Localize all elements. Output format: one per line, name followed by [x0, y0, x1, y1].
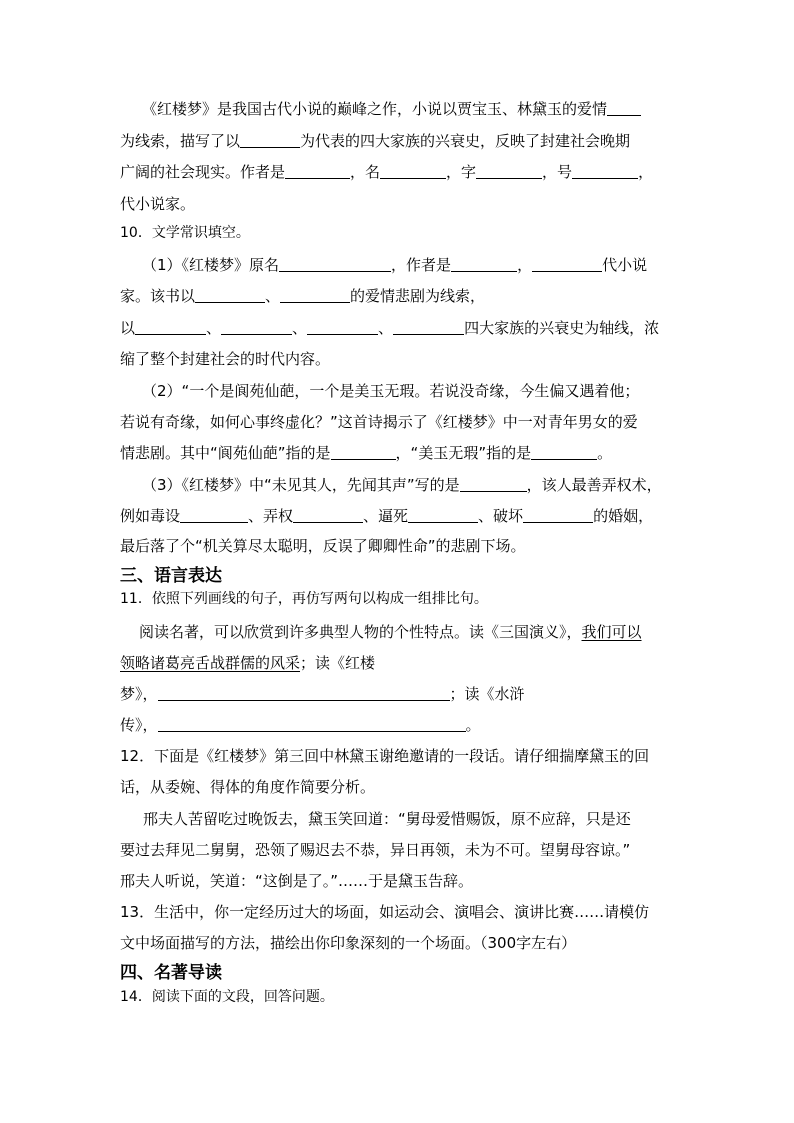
question-13-line-1: 13．生活中，你一定经历过大的场面，如运动会、演唱会、演讲比赛……请模仿 — [120, 903, 650, 921]
q10-line-6: 若说有奇缘，如何心事终虚化？”这首诗揭示了《红楼梦》中一对青年男女的爱 — [120, 413, 638, 431]
q10-text: （3）《红楼梦》中“未见其人，先闻其声”写的是 — [142, 476, 460, 494]
q11-underlined-text: 我们可以 — [581, 623, 642, 641]
q10-text: 、 — [292, 319, 308, 337]
intro-text: 《红楼梦》是我国古代小说的巅峰之作，小说以贾宝玉、林黛玉的爱情 — [142, 100, 608, 118]
q11-line-1 — [139, 621, 642, 643]
answer-blank[interactable] — [180, 506, 248, 523]
answer-blank[interactable] — [460, 475, 527, 492]
intro-text: 广阔的社会现实。作者是 — [120, 163, 286, 181]
answer-blank[interactable] — [158, 684, 450, 701]
intro-line-2 — [120, 130, 630, 152]
q11-line-3 — [120, 683, 525, 705]
q11-text: ；读《红楼 — [300, 654, 376, 672]
answer-blank[interactable] — [380, 162, 446, 179]
q10-text: ， — [517, 256, 533, 274]
answer-blank[interactable] — [532, 255, 602, 272]
answer-blank[interactable] — [285, 162, 350, 179]
q10-line-8 — [142, 474, 662, 496]
answer-blank[interactable] — [307, 318, 378, 335]
question-12-title-1: 12．下面是《红楼梦》第三回中林黛玉谢绝邀请的一段话。请仔细揣摩黛玉的回 — [120, 747, 650, 765]
q11-text: 阅读名著，可以欣赏到许多典型人物的个性特点。读《三国演义》， — [139, 623, 582, 641]
intro-text: ， — [638, 163, 654, 181]
q10-text: 的婚姻， — [593, 507, 654, 525]
answer-blank[interactable] — [607, 99, 641, 116]
q11-line-2 — [120, 652, 375, 674]
answer-blank[interactable] — [572, 162, 638, 179]
answer-blank[interactable] — [531, 443, 597, 460]
section-3-heading: 三、语言表达 — [120, 566, 222, 586]
answer-blank[interactable] — [393, 318, 464, 335]
q10-text: 家。该书以 — [120, 287, 196, 305]
question-13-line-2: 文中场面描写的方法，描绘出你印象深刻的一个场面。（300字左右） — [120, 934, 577, 952]
q10-text: 、 — [265, 287, 281, 305]
question-10-title: 10．文学常识填空。 — [120, 225, 250, 241]
q10-text: 、 — [206, 319, 222, 337]
q10-line-5: （2）“一个是阆苑仙葩，一个是美玉无瑕。若说没奇缘，今生偏又遇着他； — [142, 382, 640, 400]
q12-passage-1: 邢夫人苦留吃过晚饭去，黛玉笑回道：“舅母爱惜赐饭，原不应辞，只是还 — [143, 810, 631, 828]
intro-text: ，名 — [350, 163, 381, 181]
q10-text: 情悲剧。其中“阆苑仙葩”指的是 — [120, 444, 331, 462]
answer-blank[interactable] — [451, 255, 517, 272]
intro-text: ，号 — [542, 163, 573, 181]
intro-text: ，字 — [446, 163, 477, 181]
question-14-title: 14．阅读下面的文段，回答问题。 — [120, 989, 334, 1005]
q10-text: 以 — [120, 319, 136, 337]
answer-blank[interactable] — [293, 506, 363, 523]
q10-text: ，“美玉无瑕”指的是 — [395, 444, 532, 462]
q10-text: 。 — [597, 444, 613, 462]
q10-line-4: 缩了整个封建社会的时代内容。 — [120, 350, 331, 368]
intro-line-1 — [142, 98, 641, 120]
q11-underlined-text: 领略诸葛亮舌战群儒的风采 — [120, 654, 301, 672]
q10-text: （1）《红楼梦》原名 — [142, 256, 280, 274]
answer-blank[interactable] — [221, 318, 292, 335]
answer-blank[interactable] — [476, 162, 542, 179]
q10-line-10: 最后落了个“机关算尽太聪明，反误了卿卿性命”的悲剧下场。 — [120, 537, 526, 555]
q10-text: 、逼死 — [363, 507, 409, 525]
intro-line-3 — [120, 161, 653, 183]
intro-text: 为代表的四大家族的兴衰史，反映了封建社会晚期 — [300, 132, 631, 150]
q10-line-7 — [120, 442, 612, 464]
answer-blank[interactable] — [195, 286, 265, 303]
q10-line-3 — [120, 317, 659, 339]
intro-line-4: 代小说家。 — [120, 195, 196, 213]
q10-line-9 — [120, 505, 653, 527]
answer-blank[interactable] — [331, 443, 396, 460]
q11-text: 传》， — [120, 716, 158, 734]
q11-line-4 — [120, 714, 481, 736]
q10-text: 代小说 — [602, 256, 648, 274]
q11-text: 梦》， — [120, 685, 158, 703]
answer-blank[interactable] — [135, 318, 206, 335]
q10-line-1 — [142, 254, 647, 276]
q11-text: ；读《水浒 — [449, 685, 525, 703]
intro-text: 为线索，描写了以 — [120, 132, 241, 150]
q10-text: 的爱情悲剧为线索， — [350, 287, 486, 305]
q10-text: ，作者是 — [391, 256, 452, 274]
section-4-heading: 四、名著导读 — [120, 963, 222, 983]
q10-text: ，该人最善弄权术， — [526, 476, 662, 494]
answer-blank[interactable] — [279, 255, 391, 272]
q10-text: 四大家族的兴衰史为轴线，浓 — [464, 319, 660, 337]
q10-text: 、破坏 — [478, 507, 524, 525]
answer-blank[interactable] — [158, 715, 466, 732]
q12-passage-3: 邢夫人听说，笑道：“这倒是了。”……于是黛玉告辞。 — [120, 872, 474, 890]
q11-text: 。 — [465, 716, 481, 734]
q10-text: 、 — [378, 319, 394, 337]
answer-blank[interactable] — [408, 506, 478, 523]
q10-text: 例如毒设 — [120, 507, 181, 525]
answer-blank[interactable] — [240, 131, 300, 148]
q12-passage-2: 要过去拜见二舅舅，恐领了赐迟去不恭，异日再领，未为不可。望舅母容谅。” — [120, 841, 631, 859]
question-12-title-2: 话，从委婉、得体的角度作简要分析。 — [120, 778, 376, 796]
answer-blank[interactable] — [280, 286, 350, 303]
answer-blank[interactable] — [523, 506, 593, 523]
q10-line-2 — [120, 285, 485, 307]
question-11-title: 11．依照下列画线的句子，再仿写两句以构成一组排比句。 — [120, 591, 488, 607]
q10-text: 、弄权 — [248, 507, 294, 525]
